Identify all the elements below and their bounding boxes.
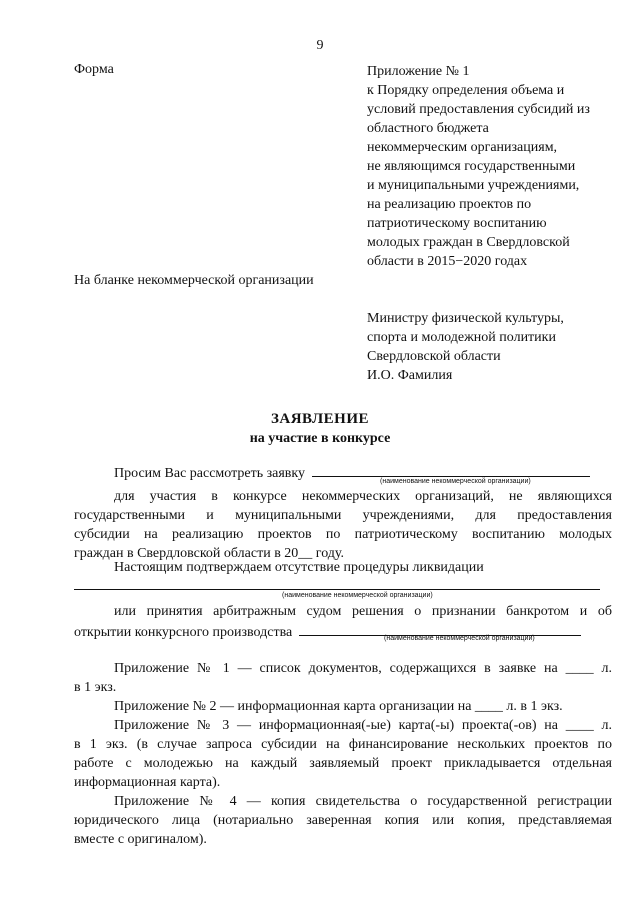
appendix-line: некоммерческим организациям, [367,140,558,155]
appendix-line: области в 2015−2020 годах [367,254,528,269]
appendix-line: не являющимся государственными [367,159,576,174]
appendix-line: на реализацию проектов по [367,197,532,212]
field-caption: (наименование некоммерческой организации) [384,635,535,642]
request-paragraph [74,487,612,563]
confirm-lead: Настоящим подтверждаем отсутствие процедуры ликвидации [114,560,484,575]
paragraph-line: для участия в конкурсе некоммерческих организаций, не являющихся [114,489,612,504]
paragraph-line: или принятия арбитражным судом решения о признании банкротом и об [114,604,612,619]
page-number: 9 [316,38,324,53]
attachment-line: Приложение № 4 — копия свидетельства о государственной регистрации [114,794,612,809]
addressee-block [367,309,564,385]
appendix-block [367,62,617,271]
addressee-line: спорта и молодежной политики [367,330,556,345]
paragraph-line: граждан в Свердловской области в 20__ году. [74,546,345,561]
document-title: ЗАЯВЛЕНИЕ [270,411,370,427]
attachment-line: вместе с оригиналом). [74,832,207,847]
attachment-line: работе с молодежью на каждый заявляемый проект прикладывается отдельная [74,756,612,771]
bankruptcy-org-field[interactable] [299,621,581,636]
paragraph-line: государственными и муниципальными учреждениями, для предоставления [74,508,612,523]
field-caption: (наименование некоммерческой организации) [282,592,433,599]
document-subtitle: на участие в конкурсе [249,431,391,446]
addressee-line: Свердловской области [367,349,501,364]
addressee-line: Министру физической культуры, [367,311,564,326]
letterhead-note: На бланке некоммерческой организации [74,273,314,288]
paragraph-text: открытии конкурсного производства [74,625,293,640]
appendix-line: и муниципальными учреждениями, [367,178,580,193]
attachments-list [74,659,612,849]
appendix-line: молодых граждан в Свердловской [367,235,570,250]
appendix-line: условий предоставления субсидий из [367,102,590,117]
attachment-line: в 1 экз. (в случае запроса субсидии на финансирование нескольких проектов по [74,737,612,752]
form-label: Форма [74,62,114,77]
appendix-line: областного бюджета [367,121,489,136]
attachment-line: Приложение № 1 — список документов, содержащихся в заявке на ____ л. [114,661,612,676]
attachment-line: в 1 экз. [74,680,117,695]
org-name-field[interactable] [312,462,590,477]
request-lead-text: Просим Вас рассмотреть заявку [114,466,306,481]
appendix-line: Приложение № 1 [367,64,470,79]
appendix-line: к Порядку определения объема и [367,83,565,98]
attachment-line: Приложение № 2 — информационная карта организации на ____ л. в 1 экз. [114,699,563,714]
attachment-line: Приложение № 3 — информационная(-ые) карта(-ы) проекта(-ов) на ____ л. [114,718,612,733]
attachment-line: информационная карта). [74,775,221,790]
liquidation-org-field[interactable] [74,575,600,590]
attachment-line: юридического лица (нотариально заверенная копия или копия, представляемая [74,813,612,828]
appendix-line: патриотическому воспитанию [367,216,547,231]
paragraph-line: субсидии на реализацию проектов по патриотическому воспитанию молодых [74,527,612,542]
field-caption: (наименование некоммерческой организации) [380,478,531,485]
addressee-line: И.О. Фамилия [367,368,453,383]
